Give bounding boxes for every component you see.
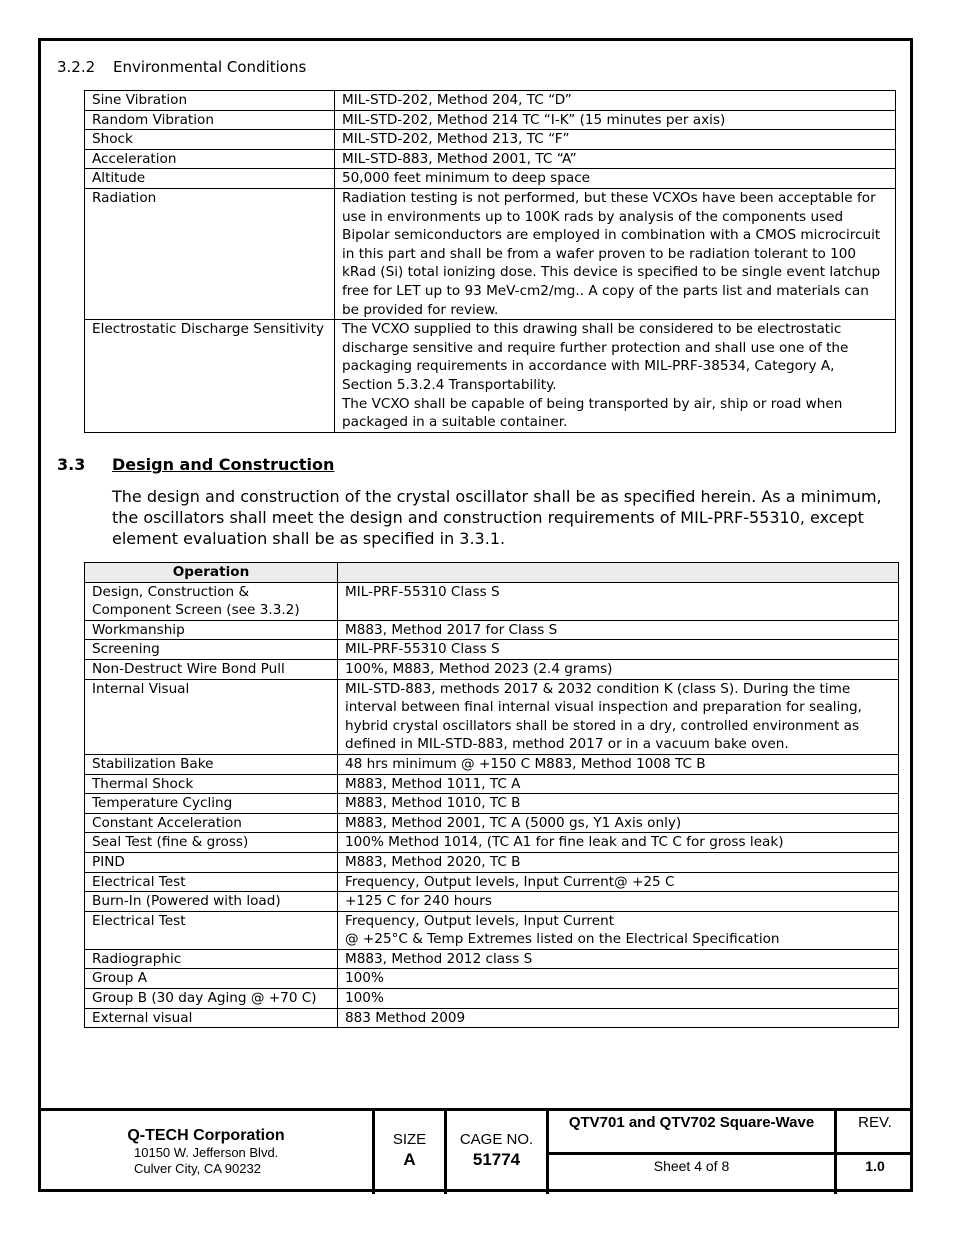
section-heading-3-2-2 — [57, 58, 306, 76]
spec-text: MIL-STD-202, Method 204, TC “D” — [342, 92, 572, 108]
section-title: Design and Construction — [112, 455, 335, 474]
spec-text: MIL-STD-202, Method 213, TC “F” — [342, 131, 570, 148]
table-row — [85, 169, 896, 189]
spec-text: 100% Method 1014, (TC A1 for fine leak and TC C for gross leak) — [345, 834, 784, 851]
table-row — [85, 892, 899, 912]
spec-text: M883, Method 2012 class S — [345, 950, 533, 967]
table-row — [85, 852, 899, 872]
spec-text: 50,000 feet minimum to deep space — [342, 170, 591, 187]
spec-text: 48 hrs minimum @ +150 C M883, Method 1008 TC B — [345, 755, 706, 772]
condition-spec-cell — [335, 320, 896, 433]
operation-spec-cell — [338, 582, 899, 620]
spec-text: MIL-STD-883, methods 2017 & 2032 condition K (class S). During the time interval between final internal visual inspection and preparation for sealing, hybrid crystal oscillators shall be stored in a dry, controlled environment as defined in MIL-STD-883, method 2017 or in a vacuum bake oven. — [345, 680, 862, 753]
condition-spec-cell — [335, 130, 896, 150]
document-title: QTV701 and QTV702 Square-Wave — [568, 1114, 815, 1131]
spec-text: M883, Method 2017 for Class S — [345, 621, 558, 638]
spec-text: M883, Method 2001, TC A (5000 gs, Y1 Axis only) — [345, 814, 682, 831]
table-row — [85, 188, 896, 319]
operation-spec-cell — [338, 774, 899, 794]
spec-text: M883, Method 1010, TC B — [345, 795, 521, 812]
operation-spec-cell — [338, 969, 899, 989]
operation-name-cell: Burn-In (Powered with load) — [85, 892, 338, 912]
operation-spec-cell — [338, 640, 899, 660]
section-title: Environmental Conditions — [113, 58, 307, 76]
table-row — [85, 969, 899, 989]
design-construction-paragraph: The design and construction of the crystal oscillator shall be as specified herein. As a minimum, the oscillators shall meet the design and construction requirements of MIL-PRF-55310, except element evaluation shall be as specified in 3.3.1. — [112, 487, 882, 548]
section-number: 3.3 — [57, 455, 86, 474]
spec-text: M883, Method 1011, TC A — [345, 775, 521, 792]
operation-name-cell: Group B (30 day Aging @ +70 C) — [85, 989, 338, 1009]
operation-header: Operation — [85, 563, 338, 583]
condition-name-cell: Shock — [85, 130, 335, 150]
table-row — [85, 989, 899, 1009]
operation-name-cell: Stabilization Bake — [85, 754, 338, 774]
table-row — [85, 1008, 899, 1028]
table-row — [85, 813, 899, 833]
operation-name-cell: Constant Acceleration — [85, 813, 338, 833]
sheet-number: Sheet 4 of 8 — [653, 1158, 730, 1174]
operation-spec-cell — [338, 989, 899, 1009]
operations-table — [84, 562, 899, 1028]
operation-spec-cell — [338, 1008, 899, 1028]
operation-name-cell: Seal Test (fine & gross) — [85, 833, 338, 853]
spec-text: Frequency, Output levels, Input Current — [345, 912, 615, 929]
condition-spec-cell — [335, 91, 896, 111]
table-row — [85, 110, 896, 130]
company-address-1: 10150 W. Jefferson Blvd. — [134, 1145, 279, 1160]
spec-text: +125 C for 240 hours — [345, 893, 492, 910]
operation-name-cell: Internal Visual — [85, 679, 338, 754]
operation-spec-cell — [338, 852, 899, 872]
operation-spec-cell — [338, 833, 899, 853]
table-row — [85, 679, 899, 754]
spec-text: Radiation testing is not performed, but these VCXOs have been acceptable for use in environments up to 100K rads by analysis of the components used Bipolar semiconductors are employed in combination with a CMOS microcircuit in this part and shall be from a wafer proven to be radiation tolerant to 100 kRad (Si) total ionizing dose. This device is specified to be single event latchup free for LET up to 93 MeV-cm2/mg.. A copy of the parts list and materials can be provided for review. — [342, 189, 881, 318]
table-row — [85, 833, 899, 853]
condition-spec-cell — [335, 188, 896, 319]
spec-text: 100% — [345, 970, 384, 987]
operation-name-cell: Workmanship — [85, 620, 338, 640]
spec-text: M883, Method 2020, TC B — [345, 853, 521, 870]
table-row — [85, 130, 896, 150]
operation-spec-cell — [338, 892, 899, 912]
operation-name-cell: Design, Construction & Component Screen (see 3.3.2) — [85, 582, 338, 620]
operation-name-cell: Electrical Test — [85, 872, 338, 892]
condition-name-cell: Acceleration — [85, 149, 335, 169]
spec-text: MIL-STD-883, Method 2001, TC “A” — [342, 150, 577, 167]
condition-spec-cell — [335, 169, 896, 189]
table-row — [85, 640, 899, 660]
operation-name-cell: Temperature Cycling — [85, 794, 338, 814]
cage-block — [447, 1131, 546, 1170]
operation-spec-cell — [338, 659, 899, 679]
spec-text: MIL-STD-202, Method 214 TC “I-K” (15 minutes per axis) — [342, 111, 726, 128]
table-row — [85, 320, 896, 433]
spec-text: The VCXO supplied to this drawing shall be considered to be electrostatic discharge sensitive and require further protection and shall use one of the packaging requirements in accordance with MIL-PRF-38534, Category A, Section 5.3.2.4 Transportability. — [342, 321, 849, 393]
company-name: Q-TECH Corporation — [127, 1127, 285, 1144]
operation-name-cell: Electrical Test — [85, 911, 338, 949]
table-row — [85, 149, 896, 169]
spec-text: 100%, M883, Method 2023 (2.4 grams) — [345, 660, 613, 677]
spec-header — [338, 563, 899, 583]
title-block — [40, 1108, 913, 1194]
table-row — [85, 620, 899, 640]
condition-name-cell: Sine Vibration — [85, 91, 335, 111]
table-row — [85, 949, 899, 969]
table-row — [85, 754, 899, 774]
cage-value: 51774 — [472, 1150, 521, 1169]
spec-text: Frequency, Output levels, Input Current@ +25 C — [345, 873, 675, 890]
section-number: 3.2.2 — [57, 58, 96, 76]
company-address-2: Culver City, CA 90232 — [134, 1161, 261, 1176]
operation-name-cell: PIND — [85, 852, 338, 872]
condition-name-cell: Random Vibration — [85, 110, 335, 130]
operation-spec-cell — [338, 872, 899, 892]
section-heading-3-3 — [57, 455, 334, 474]
operation-spec-cell — [338, 813, 899, 833]
company-block — [40, 1127, 372, 1177]
operation-spec-cell — [338, 949, 899, 969]
table-row — [85, 872, 899, 892]
spec-text: 883 Method 2009 — [345, 1009, 466, 1026]
size-block — [375, 1131, 444, 1170]
condition-name-cell: Altitude — [85, 169, 335, 189]
operation-name-cell: External visual — [85, 1008, 338, 1028]
environmental-conditions-table — [84, 90, 896, 433]
table-row — [85, 794, 899, 814]
operation-name-cell: Radiographic — [85, 949, 338, 969]
table-row — [85, 774, 899, 794]
rev-value: 1.0 — [865, 1158, 885, 1174]
operation-name-cell: Non-Destruct Wire Bond Pull — [85, 659, 338, 679]
spec-text: MIL-PRF-55310 Class S — [345, 641, 500, 658]
size-value: A — [403, 1150, 416, 1169]
table-row — [85, 582, 899, 620]
spec-text: 100% — [345, 990, 384, 1007]
table-header-row — [85, 563, 899, 583]
operation-spec-cell — [338, 794, 899, 814]
rev-label: REV. — [858, 1114, 892, 1131]
operation-name-cell: Group A — [85, 969, 338, 989]
table-row — [85, 659, 899, 679]
operation-spec-cell — [338, 620, 899, 640]
condition-name-cell: Radiation — [85, 188, 335, 319]
size-label: SIZE — [392, 1131, 427, 1148]
condition-name-cell: Electrostatic Discharge Sensitivity — [85, 320, 335, 433]
operation-name-cell: Screening — [85, 640, 338, 660]
spec-text-continued: The VCXO shall be capable of being transported by air, ship or road when packaged in a suitable container. — [342, 395, 843, 431]
operation-spec-cell — [338, 911, 899, 949]
operation-spec-cell — [338, 679, 899, 754]
table-row — [85, 911, 899, 949]
spec-text-continued: @ +25°C & Temp Extremes listed on the Electrical Specification — [345, 931, 780, 948]
operation-spec-cell — [338, 754, 899, 774]
condition-spec-cell — [335, 149, 896, 169]
spec-text: MIL-PRF-55310 Class S — [345, 583, 500, 600]
condition-spec-cell — [335, 110, 896, 130]
operation-name-cell: Thermal Shock — [85, 774, 338, 794]
cage-label: CAGE NO. — [459, 1131, 534, 1148]
table-row — [85, 91, 896, 111]
